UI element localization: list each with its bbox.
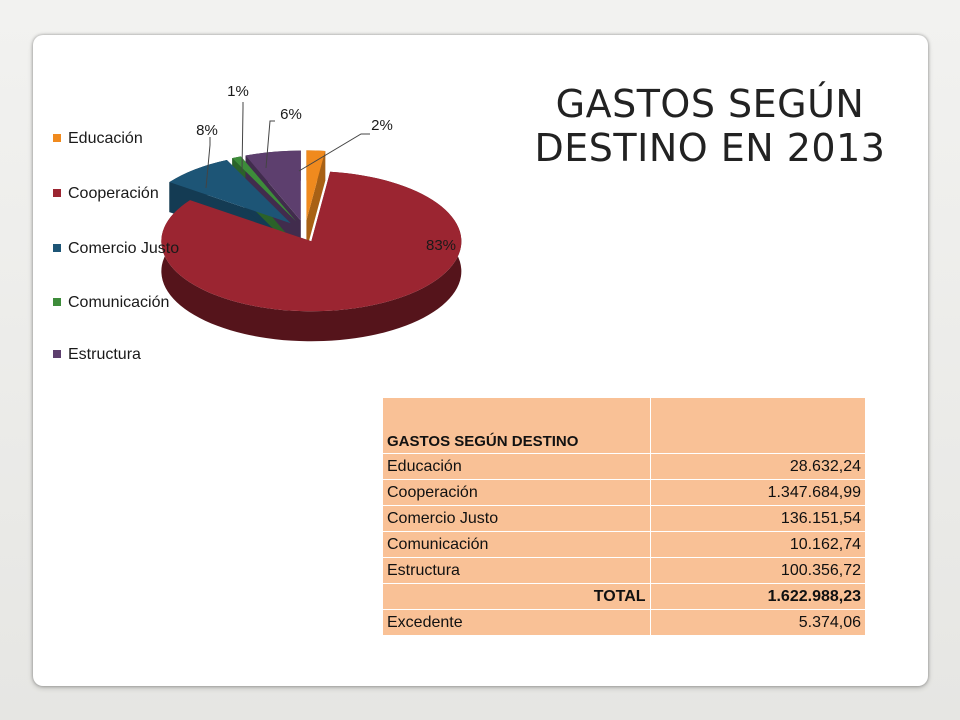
title-line-2: DESTINO EN 2013 xyxy=(534,126,886,170)
row-value: 136.151,54 xyxy=(650,506,865,532)
legend-swatch xyxy=(53,189,61,197)
legend-swatch xyxy=(53,134,61,142)
table-row xyxy=(383,454,866,480)
table-row xyxy=(383,558,866,584)
row-label: Cooperación xyxy=(383,480,651,506)
legend-label: Estructura xyxy=(68,346,141,363)
row-label: Estructura xyxy=(383,558,651,584)
excess-value: 5.374,06 xyxy=(650,610,865,636)
table-row xyxy=(383,532,866,558)
expenses-table xyxy=(382,397,866,636)
data-label-cooperacion: 83% xyxy=(425,237,457,254)
legend-swatch xyxy=(53,244,61,252)
data-label-estructura: 6% xyxy=(280,106,302,123)
total-value: 1.622.988,23 xyxy=(650,584,865,610)
legend-label: Educación xyxy=(68,130,143,147)
legend-label: Comercio Justo xyxy=(68,240,180,257)
table-row xyxy=(383,480,866,506)
row-label: Educación xyxy=(383,454,651,480)
row-label: Comercio Justo xyxy=(383,506,651,532)
row-value: 28.632,24 xyxy=(650,454,865,480)
data-label-comercio-justo: 8% xyxy=(196,122,218,139)
data-label-educacion: 2% xyxy=(371,117,393,134)
title-line-1: GASTOS SEGÚN xyxy=(555,82,865,126)
legend-swatch xyxy=(53,350,61,358)
row-value: 100.356,72 xyxy=(650,558,865,584)
table-header-label: GASTOS SEGÚN DESTINO xyxy=(383,398,651,454)
legend-label: Comunicación xyxy=(68,294,170,311)
slide-title xyxy=(520,82,900,170)
row-value: 10.162,74 xyxy=(650,532,865,558)
table-header-value xyxy=(650,398,865,454)
legend-swatch xyxy=(53,298,61,306)
total-label: TOTAL xyxy=(383,584,651,610)
row-label: Comunicación xyxy=(383,532,651,558)
data-label-comunicacion: 1% xyxy=(227,83,249,100)
table-total-row xyxy=(383,584,866,610)
excess-label: Excedente xyxy=(383,610,651,636)
table-header-row xyxy=(383,398,866,454)
row-value: 1.347.684,99 xyxy=(650,480,865,506)
table-excess-row xyxy=(383,610,866,636)
legend-label: Cooperación xyxy=(68,185,159,202)
table-row xyxy=(383,506,866,532)
